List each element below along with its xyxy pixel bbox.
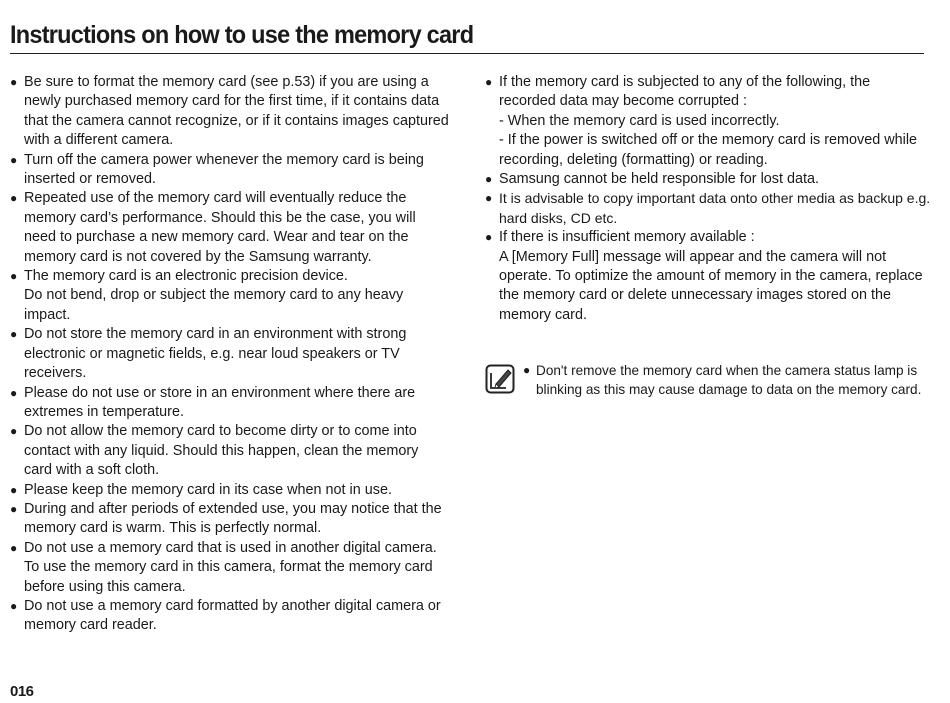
list-item-text: If there is insufficient memory available : A [Memory Full] message will appear and the camera will not operate. To optimize the amount of memory in the camera, replace the memory card or delete unnecessary images stored on the memory card. — [499, 229, 923, 323]
list-item — [10, 384, 462, 423]
bullet-icon: ● — [485, 230, 493, 245]
list-item-text: Do not allow the memory card to become dirty or to come into contact with any liquid. Should this happen, clean the memory card with a soft cloth. — [24, 423, 419, 479]
bullet-icon: ● — [10, 327, 18, 342]
list-item — [10, 422, 462, 480]
list-item-text: Do not store the memory card in an environment with strong electronic or magnetic fields, e.g. near loud speakers or TV receivers. — [24, 326, 407, 382]
page-number: 016 — [10, 683, 34, 700]
list-item-text: Samsung cannot be held responsible for lost data. — [499, 171, 819, 188]
title-divider — [10, 53, 924, 54]
list-item-text: Please keep the memory card in its case when not in use. — [24, 481, 392, 498]
list-item-text: Please do not use or store in an environment where there are extremes in temperature. — [24, 384, 416, 420]
bullet-icon: ● — [10, 385, 18, 400]
list-item-text: During and after periods of extended use, you may notice that the memory card is warm. This is perfectly normal. — [24, 500, 442, 537]
note-text — [523, 361, 928, 400]
list-item — [10, 73, 462, 151]
list-item — [485, 170, 937, 189]
list-item — [485, 189, 937, 228]
bullet-icon: ● — [485, 172, 493, 187]
bullet-icon: ● — [523, 363, 531, 377]
list-item-text: Be sure to format the memory card (see p.53) if you are using a newly purchased memory card for the first time, if it contains data that the camera cannot recognize, or if it contains images captured with a different camera. — [24, 74, 449, 149]
note-pencil-icon — [485, 364, 515, 394]
bullet-icon: ● — [485, 191, 493, 206]
sub-list-item: - If the power is switched off or the memory card is removed while recording, deleting (formatting) or reading. — [499, 132, 918, 168]
list-item — [10, 325, 462, 383]
list-item — [10, 189, 462, 267]
list-item — [485, 228, 937, 325]
list-item — [10, 597, 462, 636]
sub-list-item: - When the memory card is used incorrectly. — [499, 112, 780, 129]
list-item-text: Repeated use of the memory card will eventually reduce the memory card’s performance. Should this be the case, you will need to purchase a new memory card. Wear and tear on the memory card is not covered by the Samsung warranty. — [24, 190, 416, 265]
bullet-icon: ● — [10, 152, 18, 167]
list-item-text: Turn off the camera power whenever the memory card is being inserted or removed. — [24, 151, 424, 188]
list-item-text: If the memory card is subjected to any of the following, the recorded data may become corrupted : — [499, 74, 871, 110]
list-item — [10, 481, 462, 500]
bullet-icon: ● — [10, 540, 18, 555]
list-item — [485, 73, 937, 112]
right-column — [485, 73, 937, 325]
bullet-icon: ● — [10, 424, 18, 439]
list-item-text: The memory card is an electronic precision device. Do not bend, drop or subject the memory card to any heavy impact. — [24, 268, 404, 323]
list-item-text: It is advisable to copy important data onto other media as backup e.g. hard disks, CD etc. — [499, 190, 931, 226]
list-item-text: Do not use a memory card formatted by another digital camera or memory card reader. — [24, 597, 441, 634]
bullet-icon: ● — [10, 501, 18, 516]
bullet-icon: ● — [485, 75, 493, 89]
list-item-text: Do not use a memory card that is used in another digital camera. To use the memory card in this camera, format the memory card before using this camera. — [24, 539, 437, 595]
bullet-icon: ● — [10, 482, 18, 497]
bullet-icon: ● — [10, 75, 18, 89]
list-item — [10, 151, 462, 190]
list-item — [10, 267, 462, 325]
list-item — [10, 539, 462, 597]
bullet-icon: ● — [10, 598, 18, 613]
list-item — [10, 500, 462, 539]
bullet-icon: ● — [10, 269, 18, 284]
bullet-icon: ● — [10, 191, 18, 206]
page-title: Instructions on how to use the memory card — [10, 21, 474, 49]
note-body: Don't remove the memory card when the camera status lamp is blinking as this may cause damage to data on the memory card. — [536, 363, 922, 398]
left-column — [10, 73, 462, 636]
